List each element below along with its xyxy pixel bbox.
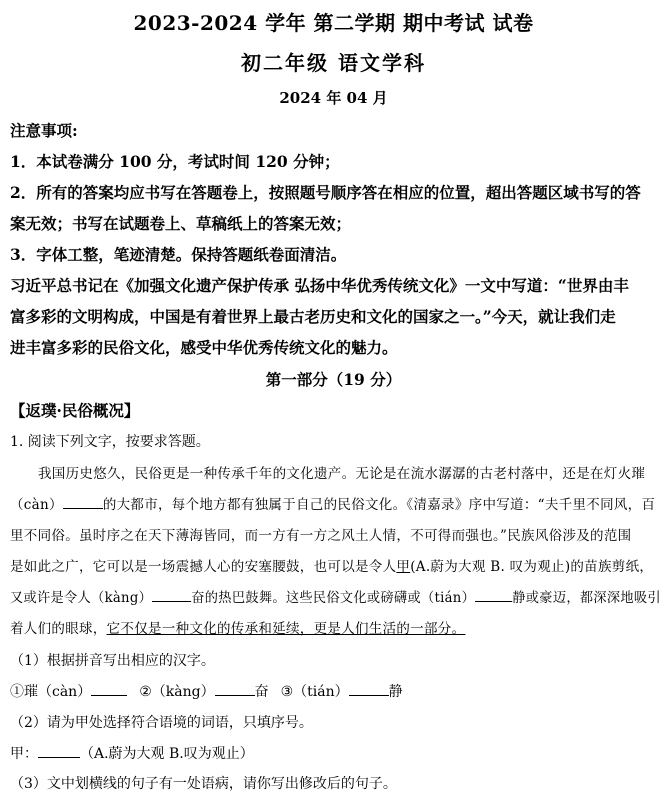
answer-tian-label: ③（tián） — [280, 684, 349, 700]
blank-kang[interactable] — [152, 600, 191, 602]
passage-line-4-text: 是如此之广，它可以是一场震撼人心的安塞腰鼓，也可以是令人 — [10, 559, 397, 575]
passage-line-2-text: 的大都市，每个地方都有独属于自己的民俗文化。《清嘉录》序中写道：“夫千里不同风，百 — [102, 497, 656, 513]
passage-line-6-text: 着人们的眼球， — [10, 621, 107, 637]
passage-line-1: 我国历史悠久，民俗更是一种传承千年的文化遗产。无论是在流水潺潺的古老村落中，还是在灯火璀 — [38, 466, 646, 482]
answer-tian-blank[interactable] — [349, 694, 389, 696]
question-1-2: （2）请为甲处选择符合语境的词语，只填序号。 — [10, 715, 313, 731]
passage-line-5-text: 奋的热巴鼓舞。这些民俗文化或磅礴或（tián） — [191, 590, 476, 606]
answer-kang-label: ②（kàng） — [139, 684, 215, 700]
exam-title: 2023-2024 学年 第二学期 期中考试 试卷 — [133, 11, 534, 35]
passage-line-4 — [10, 555, 653, 575]
question-1-1: （1）根据拼音写出相应的汉字。 — [10, 653, 215, 669]
section-heading: 【返璞·民俗概况】 — [10, 401, 140, 420]
note-2-line-2: 案无效；书写在试题卷上、草稿纸上的答案无效； — [10, 214, 352, 233]
intro-line-1: 习近平总书记在《加强文化遗产保护传承 弘扬中华优秀传统文化》一文中写道：“世界由丰 — [10, 276, 629, 295]
jia-options-inline: (A.蔚为大观 B. 叹为观止)的苗族剪纸， — [410, 559, 654, 575]
passage-line-5 — [10, 586, 661, 606]
answer-kang-blank[interactable] — [215, 694, 255, 696]
notes-heading: 注意事项: — [10, 121, 78, 140]
jia-marker: 甲 — [396, 559, 411, 575]
blank-can[interactable] — [63, 507, 103, 509]
exam-date: 2024 年 04 月 — [279, 89, 388, 107]
passage-line-3: 里不同俗。虽时序之在天下薄海皆同，而一方有一方之风土人情，不可得而强也。”民族风俗涉及的范围 — [10, 528, 632, 544]
question-1-3: （3）文中划横线的句子有一处语病，请你写出修改后的句子。 — [10, 776, 397, 792]
jia-options: （A.蔚为大观 B.叹为观止） — [80, 746, 254, 762]
answer-tian-char: 静 — [388, 684, 403, 700]
passage-line-2 — [10, 493, 655, 513]
question-1-instruction: 1. 阅读下列文字，按要求答题。 — [10, 434, 210, 450]
jia-answer-row — [10, 743, 254, 763]
intro-line-2: 富多彩的文明构成，中国是有着世界上最古老历史和文化的国家之一。”今天，就让我们走 — [10, 307, 616, 326]
answer-row — [10, 681, 403, 701]
blank-tian[interactable] — [475, 600, 512, 602]
note-1: 1．本试卷满分 100 分，考试时间 120 分钟； — [10, 152, 340, 171]
intro-line-3: 进丰富多彩的民俗文化，感受中华优秀传统文化的魅力。 — [10, 338, 398, 357]
passage-line-6 — [10, 617, 465, 637]
passage-line-5-end: 静或豪迈，都深深地吸引 — [512, 590, 661, 606]
jia-label: 甲： — [10, 746, 38, 762]
answer-can-label: ①璀（càn） — [10, 684, 92, 700]
note-2-line-1: 2．所有的答案均应书写在答题卷上，按照题号顺序答在相应的位置，超出答题区域书写的答 — [10, 183, 641, 202]
part-title: 第一部分（19 分） — [265, 370, 402, 389]
jia-blank[interactable] — [38, 756, 80, 758]
exam-subtitle: 初二年级 语文学科 — [241, 51, 426, 75]
answer-kang-char: 奋 — [254, 684, 269, 700]
pinyin-kang: 又或许是令人（kàng） — [10, 590, 153, 606]
answer-can-blank[interactable] — [91, 694, 127, 696]
note-3: 3．字体工整，笔迹清楚。保持答题纸卷面清洁。 — [10, 245, 347, 264]
pinyin-can: （càn） — [10, 497, 63, 513]
underlined-sentence: 它不仅是一种文化的传承和延续，更是人们生活的一部分。 — [106, 621, 466, 637]
